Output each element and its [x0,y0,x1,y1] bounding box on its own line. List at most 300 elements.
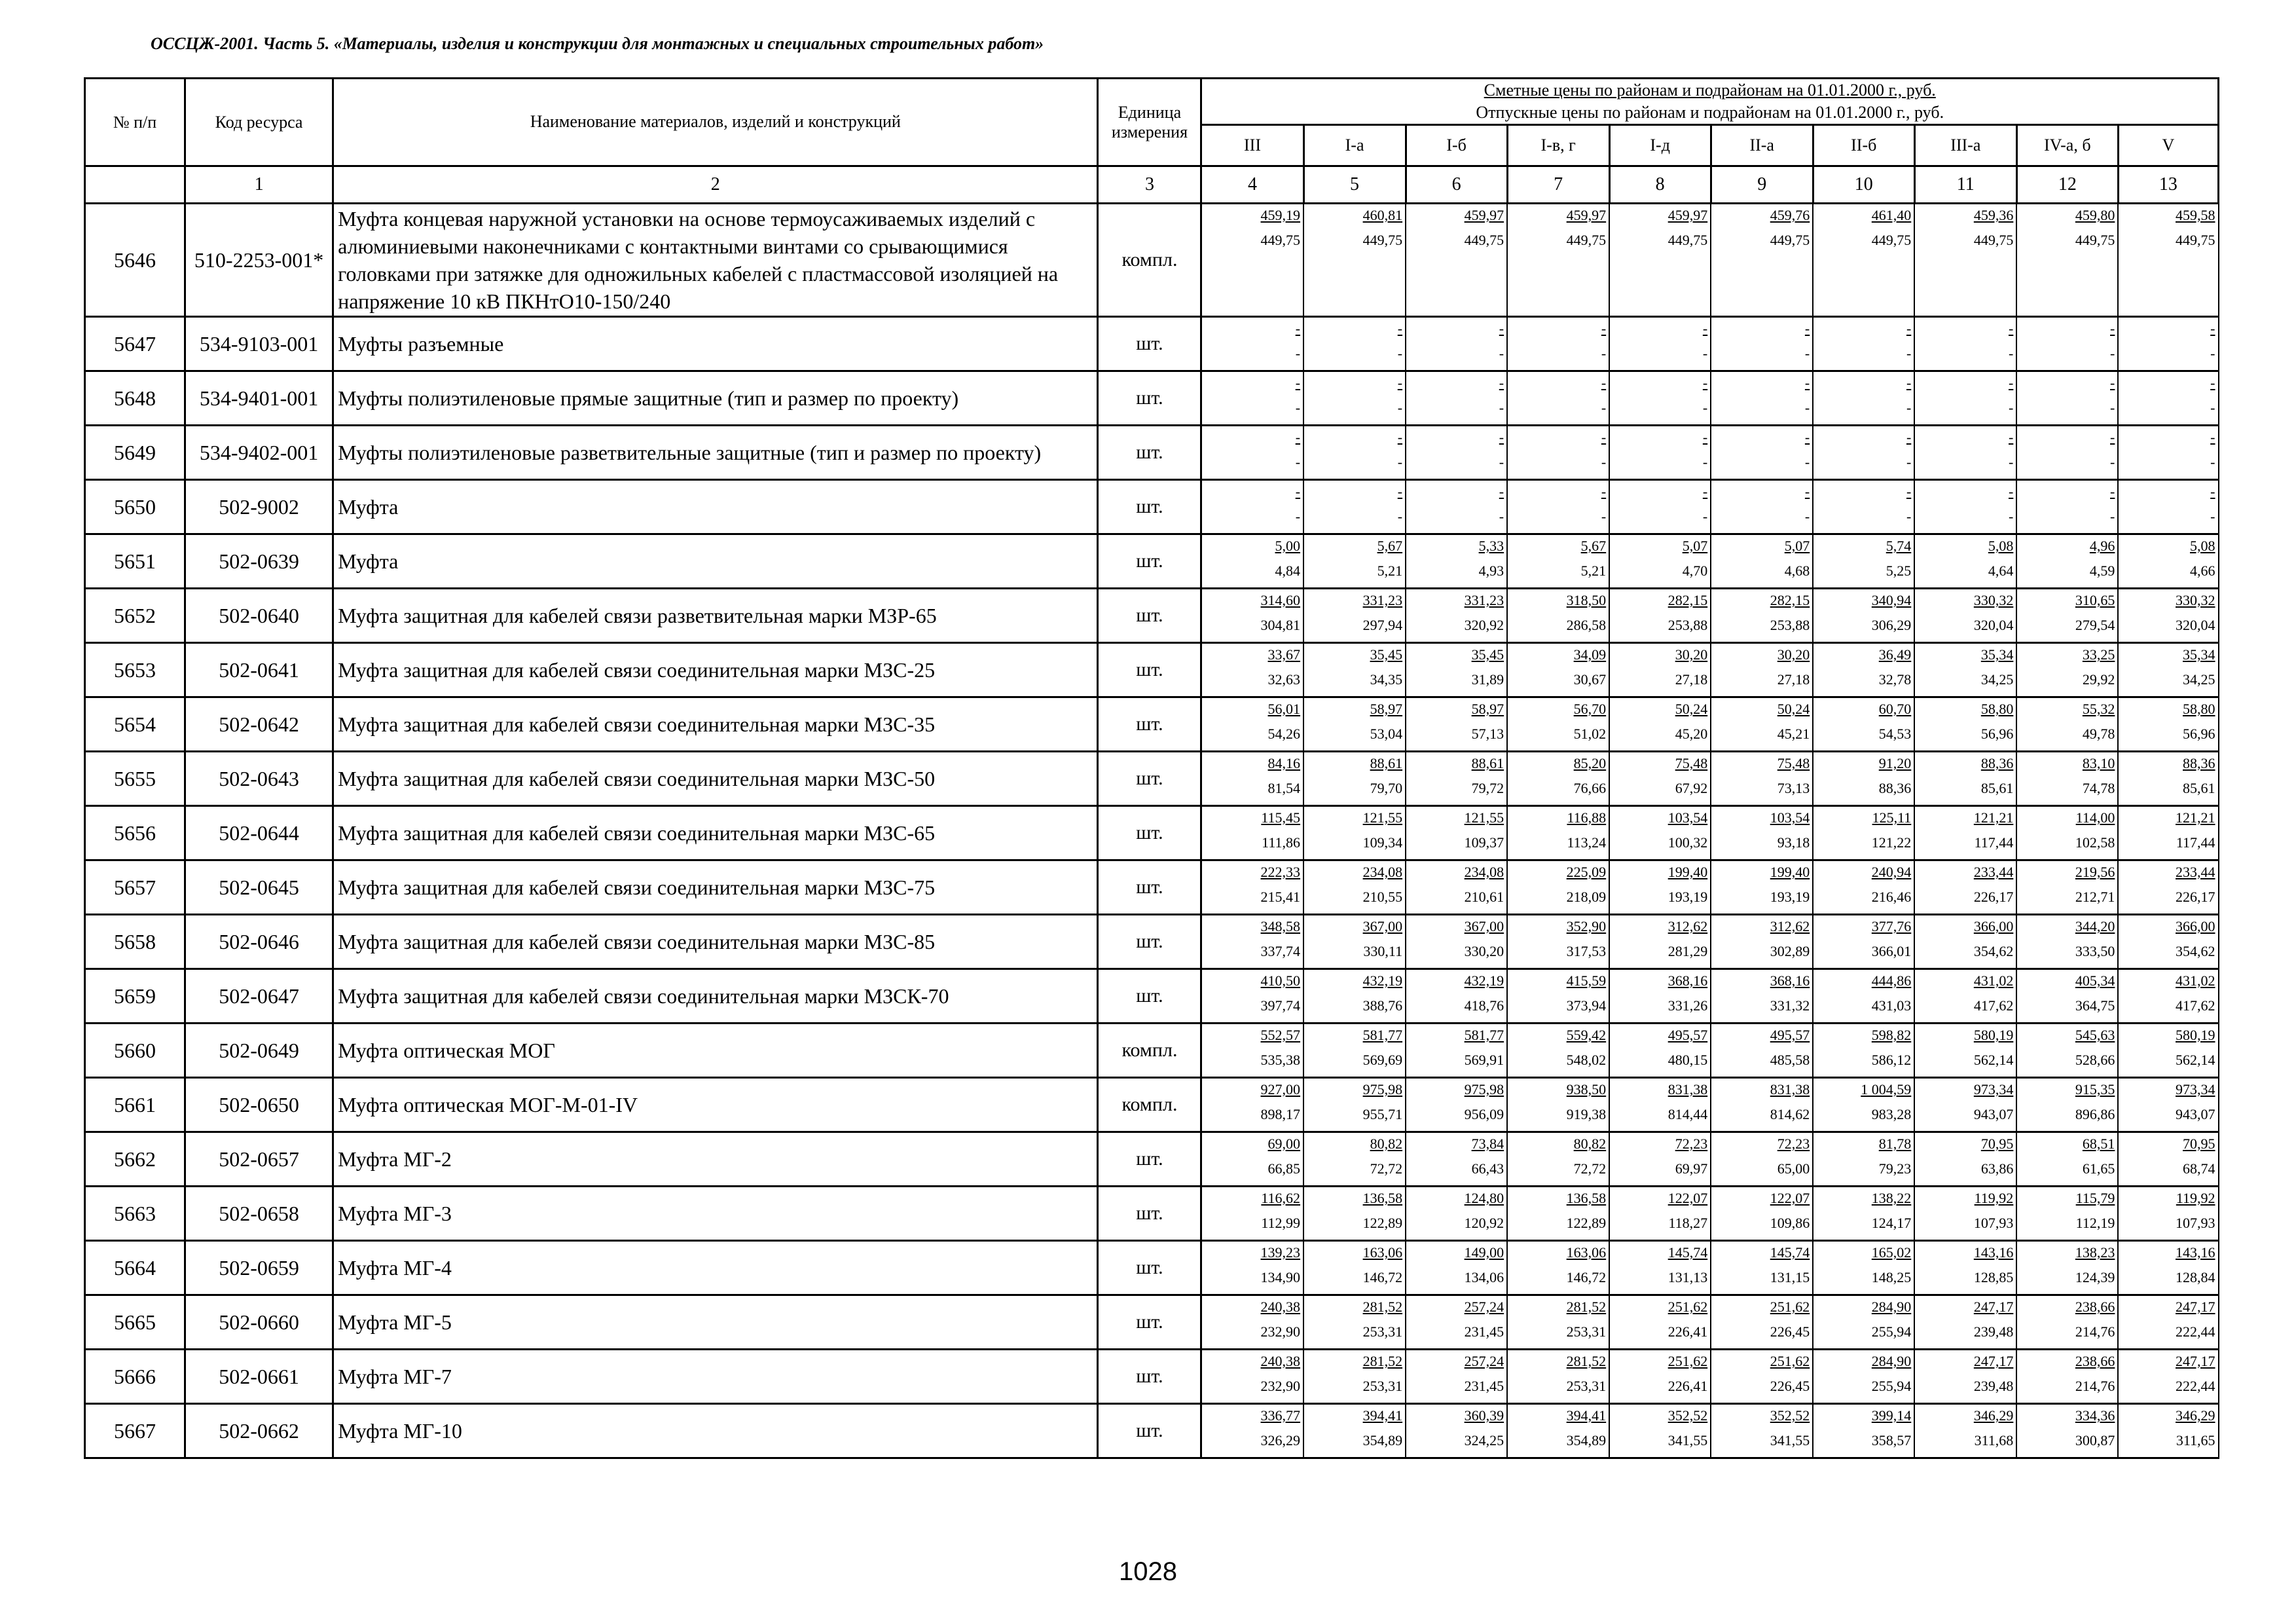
table-row [85,1404,2219,1458]
table-row [85,204,2219,317]
release-price: 79,23 [1878,1160,1912,1177]
release-price: 122,89 [1566,1215,1607,1231]
price-cell [1914,1350,2016,1404]
price-cell [1507,480,1609,534]
price-cell [2016,371,2118,426]
estimated-price: 281,52 [1566,1299,1607,1315]
price-cell [2118,697,2218,752]
release-price: - [1295,508,1301,525]
price-cell [1711,1241,1813,1295]
region-header: I-д [1609,125,1711,166]
price-cell [1813,697,1914,752]
estimated-price: 915,35 [2075,1081,2115,1098]
estimated-price: 240,38 [1260,1353,1301,1369]
region-header: V [2118,125,2218,166]
table-row [85,1024,2219,1078]
price-cell [1406,1024,1507,1078]
estimated-price: 312,62 [1667,918,1708,934]
document-header: ОССЦЖ-2001. Часть 5. «Материалы, изделия и конструкции для монтажных и специальных строительных работ» [151,34,1044,53]
release-price: - [2210,399,2215,416]
price-cell [1201,589,1303,643]
estimated-price: 367,00 [1362,918,1403,934]
release-price: - [1499,454,1504,470]
price-cell [1813,426,1914,480]
estimated-price: 138,23 [2075,1244,2115,1261]
estimated-price: 125,11 [1872,809,1912,826]
release-price: - [1601,508,1607,525]
price-cell [1406,426,1507,480]
estimated-price: 431,02 [1973,972,2014,989]
release-price: 79,72 [1471,780,1504,796]
estimated-price: - [1702,375,1708,391]
price-cell [2016,1187,2118,1241]
estimated-price: 70,95 [2183,1135,2215,1152]
release-price: - [2210,454,2215,470]
column-header-name: Наименование материалов, изделий и конструкций [333,79,1098,166]
price-cell [1914,426,2016,480]
price-cell [1914,969,2016,1024]
estimated-price: 58,97 [1370,701,1403,717]
estimated-price: - [2110,375,2115,391]
price-cell [1406,1187,1507,1241]
resource-code: 502-0639 [185,534,333,589]
prices-release-caption: Отпускные цены по районам и подрайонам на 01.01.2000 г., руб. [1476,103,1944,122]
price-cell [1201,1404,1303,1458]
release-price: 134,90 [1260,1269,1301,1285]
resource-code: 502-0640 [185,589,333,643]
release-price: 562,14 [1973,1052,2014,1068]
release-price: 320,92 [1464,617,1504,633]
release-price: 88,36 [1878,780,1912,796]
release-price: 214,76 [2075,1323,2115,1340]
unit-of-measure: шт. [1098,534,1201,589]
resource-code: 502-0643 [185,752,333,806]
price-cell [1609,806,1711,860]
column-header-idx: № п/п [85,79,185,166]
release-price: 117,44 [2176,834,2215,851]
price-cell [2118,1241,2218,1295]
resource-code: 502-0659 [185,1241,333,1295]
release-price: 418,76 [1464,997,1504,1014]
price-cell [1711,643,1813,697]
material-name: Муфта защитная для кабелей связи разветвительная марки МЗР-65 [333,589,1098,643]
row-index: 5649 [85,426,185,480]
unit-of-measure: шт. [1098,371,1201,426]
row-index: 5654 [85,697,185,752]
release-price: 67,92 [1675,780,1708,796]
resource-code: 502-0641 [185,643,333,697]
release-price: 449,75 [1973,232,2014,248]
release-price: 4,66 [2190,563,2215,579]
estimated-price: 33,67 [1267,646,1301,663]
column-number: 11 [1914,166,2016,204]
region-header: I-в, г [1507,125,1609,166]
release-price: 120,92 [1464,1215,1504,1231]
estimated-price: 461,40 [1871,207,1912,223]
estimated-price: 72,23 [1777,1135,1810,1152]
price-cell [2016,1132,2118,1187]
region-header: III-а [1914,125,2016,166]
estimated-price: 116,88 [1567,809,1607,826]
estimated-price: 5,67 [1377,538,1403,554]
price-cell [1711,371,1813,426]
price-cell [2118,915,2218,969]
estimated-price: - [1499,483,1504,500]
release-price: 449,75 [2176,232,2215,248]
price-cell [2118,426,2218,480]
price-cell [1406,643,1507,697]
release-price: 330,20 [1464,943,1504,959]
release-price: 112,19 [2075,1215,2115,1231]
release-price: 814,62 [1770,1106,1810,1122]
price-cell [1609,643,1711,697]
price-cell [1507,1241,1609,1295]
column-number: 3 [1098,166,1201,204]
material-name: Муфта концевая наружной установки на основе термоусаживаемых изделий с алюминиевыми наконечниками с контактными винтами со срывающимися головками при затяжке для одножильных кабелей с пластмассовой изоляцией на напряжение 10 кВ ПКНтО10-150/240 [333,204,1098,317]
release-price: 239,48 [1973,1378,2014,1394]
price-cell [1303,1295,1406,1350]
estimated-price: 136,58 [1362,1190,1403,1206]
estimated-price: 334,36 [2075,1407,2115,1424]
estimated-price: - [1804,375,1810,391]
estimated-price: 4,96 [2089,538,2115,554]
estimated-price: 251,62 [1770,1299,1810,1315]
release-price: 122,89 [1362,1215,1403,1231]
price-cell [2016,480,2118,534]
release-price: 373,94 [1566,997,1607,1014]
row-index: 5661 [85,1078,185,1132]
estimated-price: 116,62 [1261,1190,1301,1206]
release-price: 4,68 [1784,563,1810,579]
price-cell [1609,1132,1711,1187]
price-cell [1406,1132,1507,1187]
estimated-price: 927,00 [1260,1081,1301,1098]
price-cell [1303,1404,1406,1458]
row-index: 5660 [85,1024,185,1078]
price-cell [1813,1024,1914,1078]
price-cell [1609,534,1711,589]
estimated-price: 367,00 [1464,918,1504,934]
price-cell [2118,317,2218,371]
estimated-price: 5,08 [1988,538,2014,554]
estimated-price: - [2210,320,2215,337]
price-cell [1813,1187,1914,1241]
release-price: 218,09 [1566,889,1607,905]
estimated-price: 368,16 [1770,972,1810,989]
price-cell [1201,643,1303,697]
estimated-price: 459,97 [1464,207,1504,223]
unit-of-measure: шт. [1098,1295,1201,1350]
price-cell [1507,752,1609,806]
release-price: 131,15 [1770,1269,1810,1285]
release-price: 354,62 [1973,943,2014,959]
price-cell [1914,806,2016,860]
estimated-price: - [1295,320,1301,337]
release-price: 304,81 [1260,617,1301,633]
estimated-price: 124,80 [1464,1190,1504,1206]
release-price: 364,75 [2075,997,2115,1014]
estimated-price: 5,07 [1682,538,1708,554]
release-price: 919,38 [1566,1106,1607,1122]
price-cell [1406,1078,1507,1132]
estimated-price: 85,20 [1573,755,1607,771]
price-cell [1711,1132,1813,1187]
release-price: 4,93 [1478,563,1504,579]
release-price: 100,32 [1667,834,1708,851]
release-price: 330,11 [1363,943,1403,959]
price-cell [1406,589,1507,643]
estimated-price: 30,20 [1675,646,1708,663]
price-cell [1201,806,1303,860]
release-price: 121,22 [1871,834,1912,851]
release-price: 146,72 [1566,1269,1607,1285]
release-price: 193,19 [1667,889,1708,905]
price-cell [1406,915,1507,969]
prices-estimated-caption: Сметные цены по районам и подрайонам на 01.01.2000 г., руб. [1484,81,1936,100]
estimated-price: - [1804,483,1810,500]
estimated-price: 559,42 [1566,1027,1607,1043]
price-cell [1507,317,1609,371]
release-price: 81,54 [1267,780,1301,796]
table-row [85,860,2219,915]
price-cell [1201,1132,1303,1187]
price-cell [1914,1132,2016,1187]
release-price: 85,61 [1980,780,2014,796]
price-cell [1711,1404,1813,1458]
price-cell [1303,752,1406,806]
material-name: Муфта защитная для кабелей связи соединительная марки МЗС-65 [333,806,1098,860]
material-name: Муфта защитная для кабелей связи соединительная марки МЗС-25 [333,643,1098,697]
material-name: Муфта МГ-4 [333,1241,1098,1295]
table-row [85,371,2219,426]
release-price: - [1702,454,1708,470]
estimated-price: 247,17 [1973,1299,2014,1315]
release-price: 226,17 [1973,889,2014,905]
release-price: 54,53 [1878,726,1912,742]
price-cell [2016,643,2118,697]
estimated-price: 251,62 [1667,1353,1708,1369]
release-price: - [1702,508,1708,525]
release-price: 417,62 [1973,997,2014,1014]
release-price: - [1499,399,1504,416]
release-price: 128,85 [1973,1269,2014,1285]
release-price: 253,88 [1667,617,1708,633]
estimated-price: 199,40 [1667,864,1708,880]
price-cell [2118,371,2218,426]
estimated-price: 310,65 [2075,592,2115,608]
column-number: 7 [1507,166,1609,204]
release-price: - [1804,345,1810,361]
table-row [85,589,2219,643]
price-cell [1609,915,1711,969]
unit-of-measure: шт. [1098,1187,1201,1241]
estimated-price: 5,07 [1784,538,1810,554]
price-cell [1914,860,2016,915]
table-row [85,317,2219,371]
resource-code: 534-9103-001 [185,317,333,371]
release-price: 117,44 [1974,834,2014,851]
release-price: 297,94 [1362,617,1403,633]
estimated-price: 35,34 [2183,646,2215,663]
price-cell [1201,1241,1303,1295]
release-price: - [1295,399,1301,416]
release-price: - [1906,399,1912,416]
estimated-price: 68,51 [2082,1135,2115,1152]
release-price: 341,55 [1770,1432,1810,1449]
release-price: 226,41 [1667,1323,1708,1340]
price-cell [1813,480,1914,534]
price-cell [1406,1350,1507,1404]
release-price: 337,74 [1260,943,1301,959]
price-cell [1303,806,1406,860]
price-cell [1813,204,1914,317]
estimated-price: 222,33 [1260,864,1301,880]
estimated-price: 35,45 [1370,646,1403,663]
price-cell [2016,860,2118,915]
column-number: 2 [333,166,1098,204]
price-cell [1201,204,1303,317]
price-cell [1609,1295,1711,1350]
price-cell [2016,697,2118,752]
release-price: 943,07 [2176,1106,2215,1122]
release-price: 896,86 [2075,1106,2115,1122]
release-price: 449,75 [1770,232,1810,248]
release-price: 311,68 [1974,1432,2014,1449]
price-cell [1711,806,1813,860]
estimated-price: 312,62 [1770,918,1810,934]
estimated-price: 56,70 [1573,701,1607,717]
price-cell [1609,317,1711,371]
release-price: 53,04 [1370,726,1403,742]
estimated-price: - [1397,375,1403,391]
release-price: 57,13 [1471,726,1504,742]
resource-code: 534-9401-001 [185,371,333,426]
release-price: 354,62 [2176,943,2215,959]
release-price: - [2110,345,2115,361]
estimated-price: 149,00 [1464,1244,1504,1261]
price-cell [1813,317,1914,371]
estimated-price: 5,08 [2190,538,2215,554]
release-price: 56,96 [1980,726,2014,742]
estimated-price: 84,16 [1267,755,1301,771]
estimated-price: 247,17 [2176,1353,2215,1369]
price-cell [1507,1132,1609,1187]
price-cell [1406,860,1507,915]
estimated-price: - [1601,375,1607,391]
price-cell [1711,1078,1813,1132]
price-cell [1303,860,1406,915]
price-cell [1507,1295,1609,1350]
price-cell [2118,860,2218,915]
price-cell [1406,534,1507,589]
release-price: 34,25 [1980,671,2014,688]
release-price: 76,66 [1573,780,1607,796]
price-cell [1813,806,1914,860]
price-cell [2016,1350,2118,1404]
unit-of-measure: шт. [1098,1241,1201,1295]
price-cell [2016,1078,2118,1132]
price-cell [1406,1404,1507,1458]
release-price: 449,75 [1871,232,1912,248]
release-price: 124,39 [2075,1269,2115,1285]
release-price: 255,94 [1871,1323,1912,1340]
release-price: 63,86 [1980,1160,2014,1177]
estimated-price: 119,92 [1974,1190,2014,1206]
estimated-price: - [2110,320,2115,337]
price-cell [1303,643,1406,697]
estimated-price: 257,24 [1464,1299,1504,1315]
release-price: 131,13 [1667,1269,1708,1285]
price-cell [1914,371,2016,426]
price-cell [1303,480,1406,534]
release-price: 983,28 [1871,1106,1912,1122]
estimated-price: 257,24 [1464,1353,1504,1369]
price-cell [1406,317,1507,371]
unit-of-measure: шт. [1098,752,1201,806]
price-cell [2118,1078,2218,1132]
release-price: - [2210,508,2215,525]
estimated-price: 331,23 [1464,592,1504,608]
price-cell [1201,1024,1303,1078]
estimated-price: - [1702,429,1708,445]
estimated-price: 348,58 [1260,918,1301,934]
release-price: - [1499,345,1504,361]
estimated-price: - [2008,483,2014,500]
estimated-price: 233,44 [1973,864,2014,880]
price-cell [1303,1241,1406,1295]
estimated-price: - [2110,429,2115,445]
estimated-price: 394,41 [1566,1407,1607,1424]
region-header: I-б [1406,125,1507,166]
price-cell [1303,697,1406,752]
estimated-price: 136,58 [1566,1190,1607,1206]
resource-code: 502-0660 [185,1295,333,1350]
release-price: - [2008,345,2014,361]
estimated-price: 314,60 [1260,592,1301,608]
release-price: 253,31 [1566,1323,1607,1340]
release-price: 128,84 [2176,1269,2215,1285]
price-cell [1201,1078,1303,1132]
row-index: 5665 [85,1295,185,1350]
estimated-price: 368,16 [1667,972,1708,989]
release-price: 226,45 [1770,1323,1810,1340]
unit-of-measure: шт. [1098,480,1201,534]
column-number: 4 [1201,166,1303,204]
release-price: - [1601,399,1607,416]
row-index: 5656 [85,806,185,860]
release-price: 231,45 [1464,1323,1504,1340]
price-cell [1201,534,1303,589]
resource-code: 502-9002 [185,480,333,534]
table-row [85,1187,2219,1241]
price-cell [1711,204,1813,317]
estimated-price: 459,97 [1566,207,1607,223]
price-cell [1406,1241,1507,1295]
estimated-price: 35,45 [1471,646,1504,663]
price-cell [1711,697,1813,752]
price-cell [1813,1241,1914,1295]
row-index: 5655 [85,752,185,806]
price-cell [1507,204,1609,317]
price-cell [1813,371,1914,426]
estimated-price: 219,56 [2075,864,2115,880]
price-cell [1914,1078,2016,1132]
price-cell [1711,480,1813,534]
estimated-price: 234,08 [1362,864,1403,880]
estimated-price: - [1906,320,1912,337]
estimated-price: 284,90 [1871,1299,1912,1315]
estimated-price: 199,40 [1770,864,1810,880]
